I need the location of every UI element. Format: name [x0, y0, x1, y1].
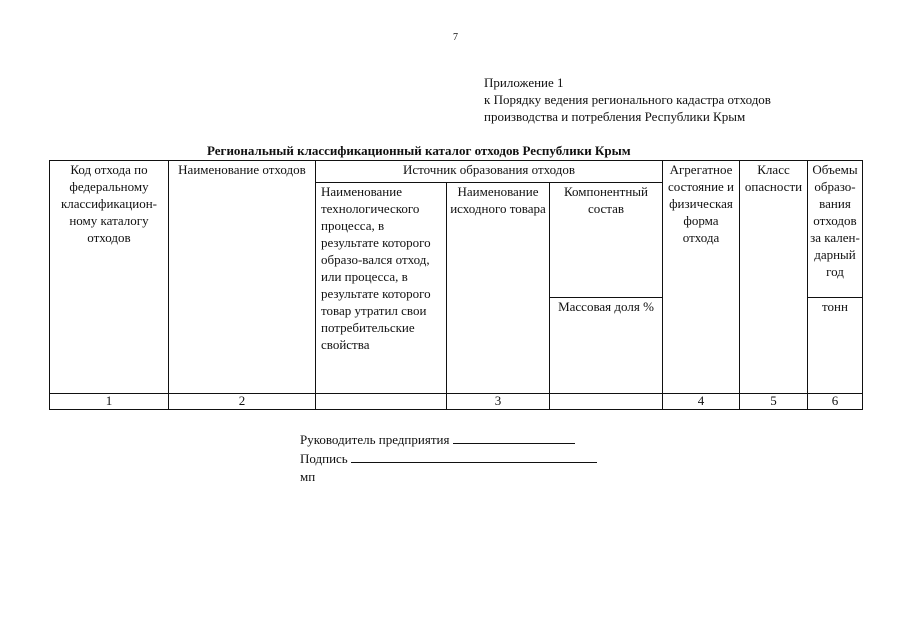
signature-blank-line: [351, 450, 597, 463]
signature-label: Подпись: [300, 451, 348, 466]
column-number: 5: [740, 394, 808, 410]
appendix-line-1: Приложение 1: [484, 75, 564, 90]
header-component-composition: Компонентный состав: [550, 183, 663, 298]
header-waste-name: Наименование отходов: [169, 161, 316, 394]
column-number: 1: [50, 394, 169, 410]
header-volume: Объемы образо-вания отходов за кален-дарный год: [808, 161, 863, 298]
page-number: 7: [453, 32, 458, 43]
header-hazard-class: Класс опасности: [740, 161, 808, 394]
manager-signature-line: [300, 431, 575, 448]
manager-blank-line: [453, 431, 575, 444]
header-source-group: Источник образования отходов: [316, 161, 663, 183]
header-volume-unit: тонн: [808, 298, 863, 394]
column-number: 2: [169, 394, 316, 410]
column-number: 6: [808, 394, 863, 410]
catalog-table: [49, 160, 863, 410]
manager-label: Руководитель предприятия: [300, 432, 450, 447]
column-number: 4: [663, 394, 740, 410]
header-aggregate-state: Агрегатное состояние и физическая форма отхода: [663, 161, 740, 394]
column-number: [550, 394, 663, 410]
header-source-product: Наименование исходного товара: [447, 183, 550, 394]
stamp-label: мп: [300, 469, 316, 484]
header-process-name: Наименование технологического процесса, в результате которого образо-вался отход, или процесса, в результате которого товар утратил свои потребительские свойства: [316, 183, 447, 394]
column-number: [316, 394, 447, 410]
column-number: 3: [447, 394, 550, 410]
appendix-line-3: производства и потребления Республики Крым: [484, 109, 746, 124]
appendix-line-2: к Порядку ведения регионального кадастра отходов: [484, 92, 771, 107]
signature-line: [300, 450, 597, 467]
column-numbers-row: [50, 394, 863, 410]
appendix-note: [484, 74, 771, 125]
document-title: Региональный классификационный каталог отходов Республики Крым: [207, 143, 631, 158]
header-waste-code: Код отхода по федеральному классификацион-ному каталогу отходов: [50, 161, 169, 394]
header-mass-fraction: Массовая доля %: [550, 298, 663, 394]
